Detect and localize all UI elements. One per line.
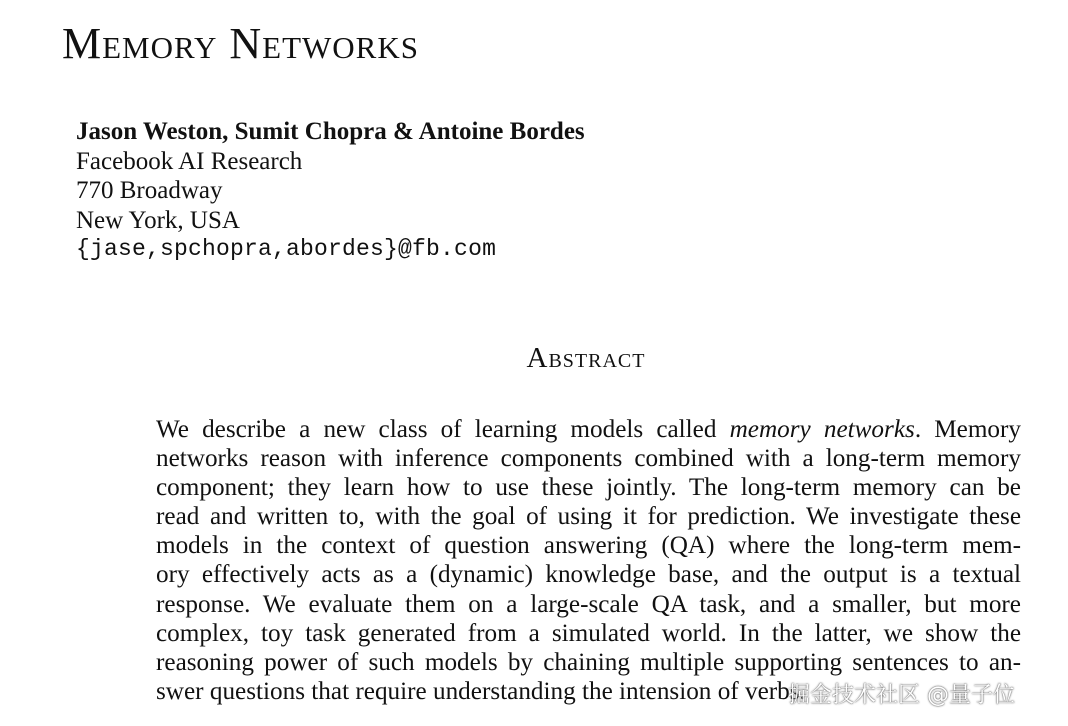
affiliation: Facebook AI Research	[76, 147, 303, 175]
author-names: Jason Weston, Sumit Chopra & Antoine Bordes	[76, 118, 585, 145]
abstract-line: We describe a new class of learning models called memory networks. Memory	[156, 416, 1022, 443]
abstract-line: networks reason with inference components combined with a long-term memory	[156, 445, 1021, 473]
abstract-line: response. We evaluate them on a large-scale QA task, and a smaller, but more	[156, 590, 1021, 618]
abstract-text	[156, 415, 1021, 706]
address-line-1: 770 Broadway	[76, 177, 223, 204]
abstract-line: swer questions that require understanding the intension of verbs.	[156, 677, 806, 705]
abstract-line: reasoning power of such models by chaining multiple supporting sentences to an-	[156, 648, 1021, 676]
author-emails: {jase,spchopra,abordes}@fb.com	[76, 236, 497, 262]
emphasized-term: memory networks	[729, 416, 915, 443]
abstract-line: complex, toy task generated from a simulated world. In the latter, we show the	[156, 619, 1021, 647]
abstract-line: read and written to, with the goal of using it for prediction. We investigate these	[156, 503, 1021, 531]
watermark: 掘金技术社区 @量子位	[788, 683, 1015, 708]
paper-title: Memory Networks	[62, 19, 419, 68]
abstract-line: models in the context of question answering (QA) where the long-term mem-	[156, 532, 1021, 560]
address-line-2: New York, USA	[76, 206, 240, 234]
abstract-line: ory effectively acts as a (dynamic) knowledge base, and the output is a textual	[156, 561, 1021, 589]
abstract-line: component; they learn how to use these jointly. The long-term memory can be	[156, 474, 1021, 502]
author-block	[76, 117, 585, 265]
abstract-heading: Abstract	[526, 342, 646, 374]
